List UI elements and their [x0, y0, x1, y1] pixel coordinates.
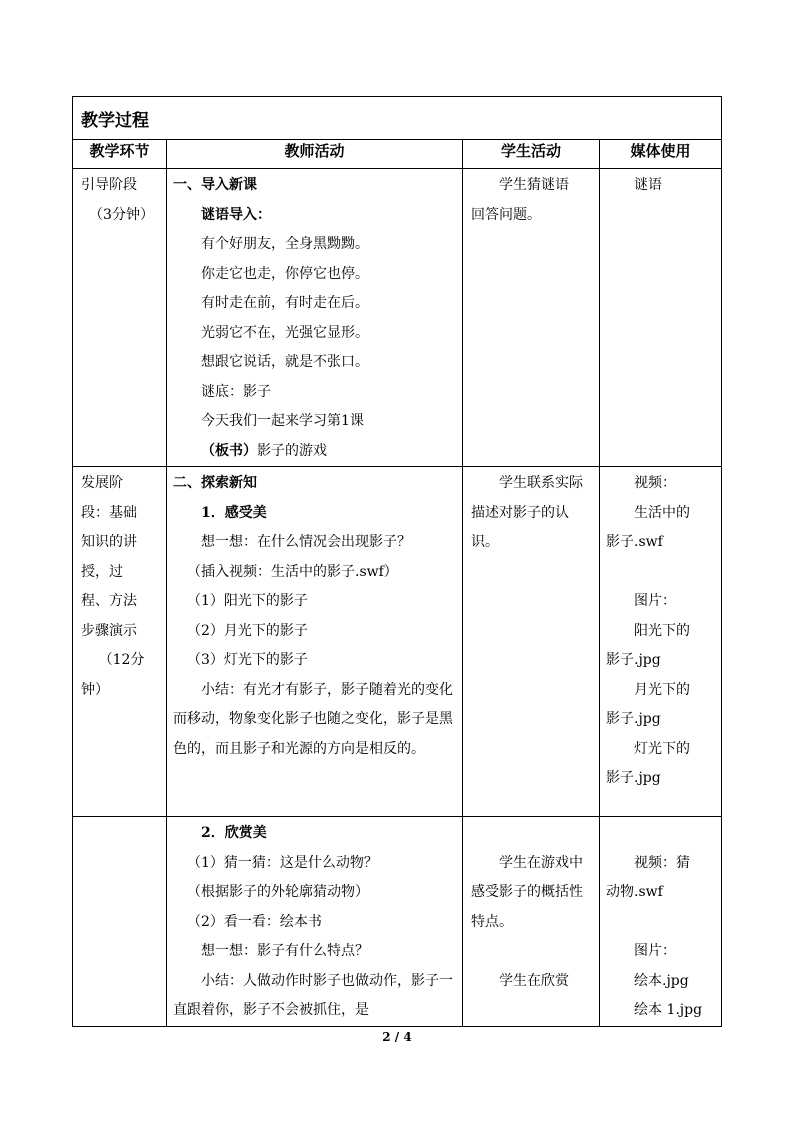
media-line: 绘本.jpg: [634, 972, 689, 989]
board-label: （板书）: [201, 442, 257, 459]
summary-paragraph: 小结：人做动作时影子也做动作，影子一直跟着你，影子不会被抓住，是: [173, 972, 453, 1018]
student-cell: [463, 169, 600, 467]
student-line: 学生猜谜语: [499, 177, 569, 193]
teacher-cell: [167, 817, 463, 1027]
table-row: [73, 467, 722, 817]
stage-cell: [73, 817, 167, 1027]
media-cell: [600, 169, 722, 467]
riddle-line: 想跟它说话，就是不张口。: [201, 354, 369, 370]
media-line: 图片：: [634, 593, 676, 609]
header-media: 媒体使用: [600, 140, 722, 169]
media-line: 谜语: [634, 177, 662, 193]
teacher-line: （2）月光下的影子: [187, 622, 308, 639]
media-line: 生活中的: [634, 504, 690, 521]
stage-line: 知识的讲: [81, 534, 137, 550]
riddle-line: 光弱它不在，光强它显形。: [201, 324, 369, 341]
section-heading: 二、探索新知: [173, 475, 257, 491]
spacer: [606, 819, 717, 849]
section-heading: 一、导入新课: [173, 177, 257, 193]
spacer: [471, 937, 595, 967]
board-line: [173, 437, 456, 467]
media-line: 灯光下的: [634, 740, 690, 757]
stage-line: （3分钟）: [89, 206, 154, 223]
student-line: 学生在欣赏: [499, 972, 569, 989]
table-row: [73, 817, 722, 1027]
teacher-line: （1）阳光下的影子: [187, 593, 308, 609]
riddle-line: 有个好朋友，全身黑黝黝。: [201, 236, 369, 252]
stage-line: 段：基础: [81, 504, 137, 521]
riddle-line: 有时走在前，有时走在后。: [201, 295, 369, 311]
student-paragraph: 学生在游戏中感受影子的概括性特点。: [471, 854, 583, 930]
lesson-process-table: [72, 96, 722, 1027]
summary-paragraph: 小结：有光才有影子，影子随着光的变化而移动，物象变化影子也随之变化，影子是黑色的，而且影子和光源的方向是相反的。: [173, 681, 453, 757]
media-line: 图片：: [634, 943, 676, 959]
teacher-cell: [167, 467, 463, 817]
stage-line: 钟）: [81, 681, 109, 698]
media-cell: [600, 467, 722, 817]
header-row: [73, 140, 722, 169]
teacher-line: （1）猜一猜：这是什么动物？: [187, 854, 378, 871]
stage-line: 授，过: [81, 563, 123, 580]
subsection-heading: 1．感受美: [201, 504, 267, 521]
stage-cell: [73, 169, 167, 467]
table-title: 教学过程: [73, 97, 722, 140]
media-line: 影子.swf: [606, 534, 663, 550]
header-stage: 教学环节: [73, 140, 167, 169]
board-text: 影子的游戏: [257, 442, 327, 459]
media-line: 视频：: [634, 475, 676, 491]
teacher-line: （根据影子的外轮廓猜动物）: [187, 884, 369, 900]
stage-cell: [73, 467, 167, 817]
subsection-heading: 谜语导入：: [201, 206, 271, 223]
page-number: 2 / 4: [382, 1030, 412, 1044]
teacher-line: （2）看一看：绘本书: [187, 913, 322, 930]
student-paragraph: 学生联系实际描述对影子的认识。: [471, 475, 583, 550]
media-cell: [600, 817, 722, 1027]
spacer: [606, 908, 717, 938]
spacer: [606, 558, 717, 588]
riddle-answer: 谜底：影子: [201, 383, 271, 400]
student-cell: [463, 817, 600, 1027]
table-row: [73, 169, 722, 467]
stage-line: 引导阶段: [81, 177, 137, 193]
stage-line: 步骤演示: [81, 622, 137, 639]
student-line: 回答问题。: [471, 206, 541, 223]
media-line: 视频：猜: [634, 854, 690, 871]
student-cell: [463, 467, 600, 817]
media-line: 绘本 1.jpg: [634, 1002, 703, 1018]
media-line: 动物.swf: [606, 884, 663, 900]
riddle-line: 你走它也走，你停它也停。: [201, 265, 369, 282]
intro-line: 今天我们一起来学习第1课: [201, 413, 364, 429]
media-line: 月光下的: [634, 681, 690, 698]
teacher-cell: [167, 169, 463, 467]
spacer: [471, 819, 595, 849]
teacher-line: （插入视频：生活中的影子.swf）: [187, 563, 398, 580]
media-line: 影子.jpg: [606, 770, 661, 786]
subsection-heading: 2．欣赏美: [201, 825, 267, 841]
media-line: 阳光下的: [634, 622, 690, 639]
media-line: 影子.jpg: [606, 652, 661, 668]
stage-line: 发展阶: [81, 475, 123, 491]
header-student: 学生活动: [463, 140, 600, 169]
teacher-line: （3）灯光下的影子: [187, 652, 308, 668]
media-line: 影子.jpg: [606, 711, 661, 727]
teacher-line: 想一想：在什么情况会出现影子？: [201, 534, 411, 550]
stage-line: 程、方法: [81, 593, 137, 609]
header-teacher: 教师活动: [167, 140, 463, 169]
stage-line: （12分: [98, 652, 145, 668]
teacher-line: 想一想：影子有什么特点？: [201, 943, 369, 959]
